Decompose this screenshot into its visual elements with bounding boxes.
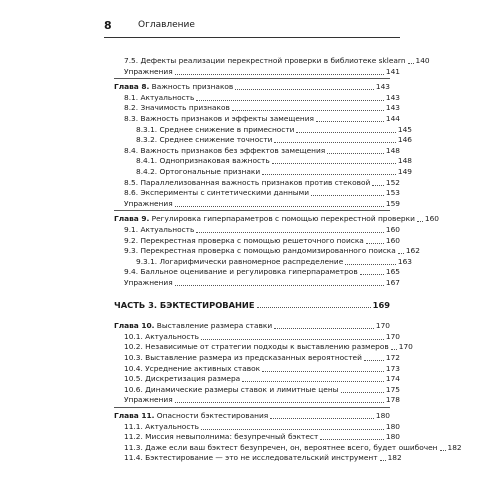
toc-page-number: 160 — [385, 225, 400, 234]
chapter-title: Выставление размера ставки — [154, 321, 273, 331]
dot-leader — [364, 350, 384, 361]
toc-entry[interactable] — [114, 332, 400, 342]
toc-entry-title: 8.3.1. Среднее снижение в примесности — [136, 124, 295, 134]
toc-page-number: 160 — [385, 235, 400, 245]
toc-entry-title: 11.3. Даже если ваш бэктест безупречен, он, вероятнее всего, будет ошибочен — [124, 442, 438, 452]
dot-leader — [345, 254, 396, 265]
dot-leader — [311, 185, 384, 196]
toc-page-number: 162 — [405, 246, 420, 256]
toc-entry[interactable] — [114, 199, 400, 209]
toc-entry-title: 11.4. Бэктестирование — это не исследовательский инструмент — [124, 453, 378, 463]
toc-page-number: 149 — [397, 167, 412, 176]
chapter-number: Глава 8. — [114, 82, 150, 92]
dot-leader — [262, 361, 384, 372]
toc-page-number: 153 — [385, 188, 400, 198]
toc-entry-title: Упражнения — [124, 278, 173, 287]
toc-entry-title: 10.5. Дискретизация размера — [124, 374, 241, 384]
toc-entry-title: 10.2. Независимые от стратегии подходы к выставлению размеров — [124, 342, 389, 352]
toc-page-number: 140 — [415, 56, 430, 65]
toc-entry-title: 11.1. Актуальность — [124, 421, 200, 431]
chapter-number: Глава 9. — [114, 214, 150, 224]
toc-entry[interactable] — [114, 442, 462, 453]
toc-entry-title: 9.4. Балльное оценивание и регулировка гиперпараметров — [124, 267, 358, 277]
dot-leader — [232, 100, 384, 111]
toc-entry-title: 8.3. Важность признаков и эффекты замещения — [124, 114, 314, 123]
toc-entry-title: 8.6. Эксперименты с синтетическими данными — [124, 188, 310, 198]
toc-page-number: 163 — [397, 256, 412, 266]
toc-page-number: 144 — [385, 114, 400, 123]
toc-page-number: 170 — [375, 321, 390, 331]
toc-entry-title: 8.3.2. Среднее снижение точности — [136, 135, 273, 145]
running-title: Оглавление — [138, 20, 195, 30]
toc-entry-title: 9.1. Актуальность — [124, 225, 195, 234]
toc-page-number: 182 — [387, 453, 402, 463]
dot-leader — [175, 275, 384, 286]
dot-leader — [327, 143, 384, 154]
toc-entry-title: Упражнения — [124, 66, 173, 76]
toc-entry[interactable] — [114, 453, 400, 463]
toc-entry-title: 8.4.2. Ортогональные признаки — [136, 167, 261, 176]
toc-page-number: 170 — [398, 342, 413, 352]
toc-entry-title: 10.6. Динамические размеры ставок и лимитные цены — [124, 384, 339, 394]
dot-leader — [270, 408, 374, 419]
toc-page-number: 169 — [372, 299, 390, 310]
toc-page-number: 145 — [397, 124, 412, 134]
dot-leader — [272, 153, 396, 164]
dot-leader — [201, 329, 384, 340]
dot-leader — [296, 122, 395, 133]
toc-entry[interactable] — [114, 67, 400, 77]
dot-leader — [262, 164, 396, 175]
dot-leader — [391, 339, 397, 350]
toc-page-number: 143 — [385, 92, 400, 102]
toc-entry-title: 8.4.1. Однопризнаковая важность — [136, 156, 270, 166]
toc-page-number: 146 — [397, 135, 412, 145]
toc-entry-title: Упражнения — [124, 198, 173, 208]
toc-entry-title: ЧАСТЬ 3. БЭКТЕСТИРОВАНИЕ — [114, 299, 255, 310]
toc-entry-title: 7.5. Дефекты реализации перекрестной проверки в библиотеке sklearn — [124, 56, 406, 65]
chapter-number: Глава 10. — [114, 321, 155, 331]
toc-entry[interactable] — [114, 225, 400, 235]
toc-entry[interactable] — [114, 167, 412, 177]
toc-page-number: 174 — [385, 374, 400, 384]
toc-entry-title: 8.5. Параллелизованная важность признаков против стековой — [124, 177, 371, 187]
dot-leader — [316, 111, 384, 122]
page-number: 8 — [104, 19, 112, 32]
dot-leader — [175, 196, 384, 207]
dot-leader — [274, 318, 374, 329]
toc-entry-title: 9.2. Перекрестная проверка с помощью решеточного поиска — [124, 235, 364, 245]
toc-entry-title: 8.1. Актуальность — [124, 92, 195, 102]
toc-page-number: 152 — [385, 177, 400, 187]
dot-leader — [398, 243, 404, 254]
toc-page-number: 148 — [385, 145, 400, 155]
dot-leader — [341, 382, 384, 393]
chapter-title: Важность признаков — [149, 82, 234, 92]
toc-entry[interactable] — [114, 342, 413, 352]
dot-leader — [274, 132, 395, 143]
toc-entry-title: 10.1. Актуальность — [124, 331, 200, 341]
toc-entry[interactable] — [114, 395, 400, 405]
chapter-title: Опасности бэктестирования — [154, 411, 269, 420]
dot-leader — [417, 211, 423, 222]
dot-leader — [196, 90, 384, 101]
toc-entry-title: 11.2. Миссия невыполнима: безупречный бэктест — [124, 432, 319, 442]
chapter-title: Регулировка гиперпараметров с помощью перекрестной проверки — [149, 214, 415, 224]
toc-entry-title: 9.3. Перекрестная проверка с помощью рандомизированного поиска — [124, 246, 396, 256]
dot-leader — [175, 392, 384, 403]
toc-page-number: 143 — [385, 103, 400, 113]
dot-leader — [257, 297, 371, 308]
toc-page-number: 160 — [424, 214, 439, 224]
toc-page-number: 173 — [385, 363, 400, 373]
toc-page-number: 178 — [385, 395, 400, 405]
chapter-separator — [114, 210, 390, 211]
dot-leader — [242, 371, 384, 382]
toc-entry-title: 8.4. Важность признаков без эффектов замещения — [124, 145, 326, 155]
dot-leader — [196, 222, 384, 233]
toc-entry[interactable] — [114, 236, 400, 246]
toc-entry-title: Упражнения — [124, 395, 173, 405]
toc-entry-title: 10.4. Усреднение активных ставок — [124, 363, 261, 373]
toc-page-number: 167 — [385, 278, 400, 287]
toc-page-number: 148 — [397, 156, 412, 166]
toc-page-number: 180 — [385, 421, 400, 431]
toc-entry[interactable] — [114, 278, 400, 288]
dot-leader — [380, 450, 386, 461]
dot-leader — [175, 64, 384, 75]
dot-leader — [366, 233, 384, 244]
toc-page-number: 170 — [385, 331, 400, 341]
toc-part[interactable] — [114, 300, 390, 310]
page-header — [104, 19, 400, 38]
toc-page-number: 165 — [385, 267, 400, 277]
toc-entry-title: 8.2. Значимость признаков — [124, 103, 230, 113]
dot-leader — [408, 53, 414, 64]
toc-page-number: 172 — [385, 353, 400, 362]
toc-page-number: 182 — [447, 442, 462, 452]
toc-page-number: 143 — [375, 82, 390, 92]
dot-leader — [440, 440, 446, 451]
toc-entry[interactable] — [114, 432, 400, 442]
toc-entry-title: 10.3. Выставление размера из предсказанных вероятностей — [124, 353, 362, 362]
toc-page-number: 180 — [375, 411, 390, 420]
toc-page-number: 159 — [385, 198, 400, 208]
toc-page-number: 141 — [385, 66, 400, 76]
toc-entry-title: 9.3.1. Логарифмически равномерное распределение — [136, 256, 344, 266]
dot-leader — [201, 419, 384, 430]
toc-page-number: 175 — [385, 384, 400, 394]
dot-leader — [360, 264, 384, 275]
dot-leader — [320, 429, 384, 440]
dot-leader — [235, 79, 374, 90]
dot-leader — [372, 175, 384, 186]
chapter-number: Глава 11. — [114, 411, 155, 420]
toc-page-number: 180 — [385, 432, 400, 442]
